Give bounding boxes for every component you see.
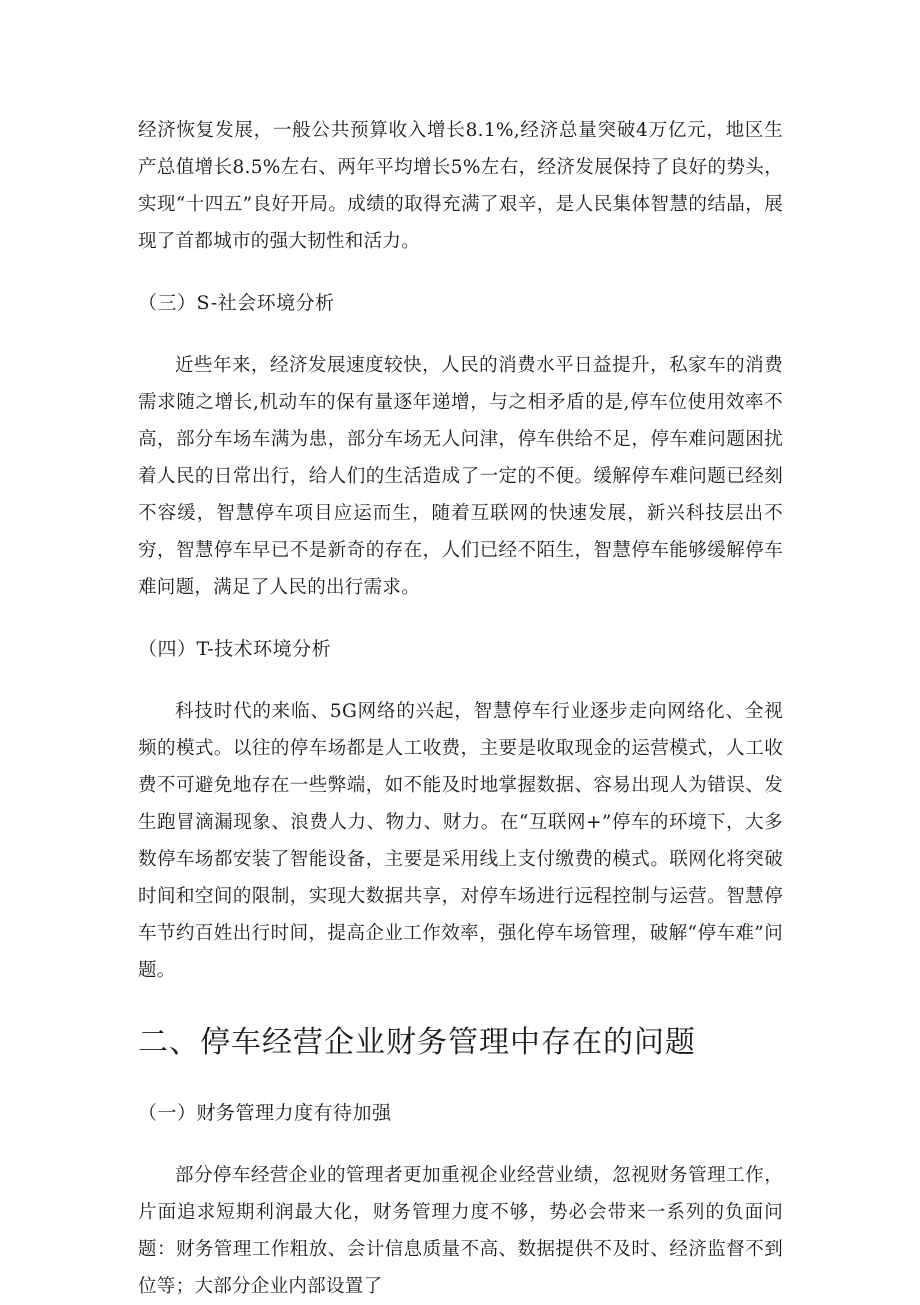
heading-social-environment: （三）S-社会环境分析 <box>138 292 335 314</box>
paragraph-economy-recovery: 经济恢复发展，一般公共预算收入增长8.1%,经济总量突破4万亿元，地区生产总值增长8.5%左右、两年平均增长5%左右，经济发展保持了良好的势头，实现“十四五”良好开局。成绩的取得充满了艰辛，是人民集体智慧的结晶，展现了首都城市的强大韧性和活力。 <box>138 120 783 252</box>
heading-technology-environment: （四）T-技术环境分析 <box>138 638 332 660</box>
heading-financial-management: （一）财务管理力度有待加强 <box>138 1102 392 1124</box>
paragraph-social-environment: 近些年来，经济发展速度较快，人民的消费水平日益提升，私家车的消费需求随之增长,机动车的保有量逐年递增，与之相矛盾的是,停车位使用效率不高，部分车场车满为患，部分车场无人问津，停车供给不足，停车难问题困扰着人民的日常出行，给人们的生活造成了一定的不便。缓解停车难问题已经刻不容缓，智慧停车项目应运而生，随着互联网的快速发展，新兴科技层出不穷，智慧停车早已不是新奇的存在，人们已经不陌生，智慧停车能够缓解停车难问题，满足了人民的出行需求。 <box>138 355 783 598</box>
paragraph-technology-environment: 科技时代的来临、5G网络的兴起，智慧停车行业逐步走向网络化、全视频的模式。以往的停车场都是人工收费，主要是收取现金的运营模式，人工收费不可避免地存在一些弊端，如不能及时地掌握数据、容易出现人为错误、发生跑冒滴漏现象、浪费人力、物力、财力。在“互联网+”停车的环境下，大多数停车场都安装了智能设备，主要是采用线上支付缴费的模式。联网化将突破时间和空间的限制，实现大数据共享，对停车场进行远程控制与运营。智慧停车节约百姓出行时间，提高企业工作效率，强化停车场管理，破解“停车难”问题。 <box>138 701 783 981</box>
paragraph-financial-management: 部分停车经营企业的管理者更加重视企业经营业绩，忽视财务管理工作，片面追求短期利润最大化，财务管理力度不够，势必会带来一系列的负面问题：财务管理工作粗放、会计信息质量不高、数据提供不及时、经济监督不到位等；大部分企业内部设置了 <box>138 1165 783 1297</box>
section-heading-problems: 二、停车经营企业财务管理中存在的问题 <box>138 1025 696 1060</box>
document-page <box>138 112 783 1305</box>
